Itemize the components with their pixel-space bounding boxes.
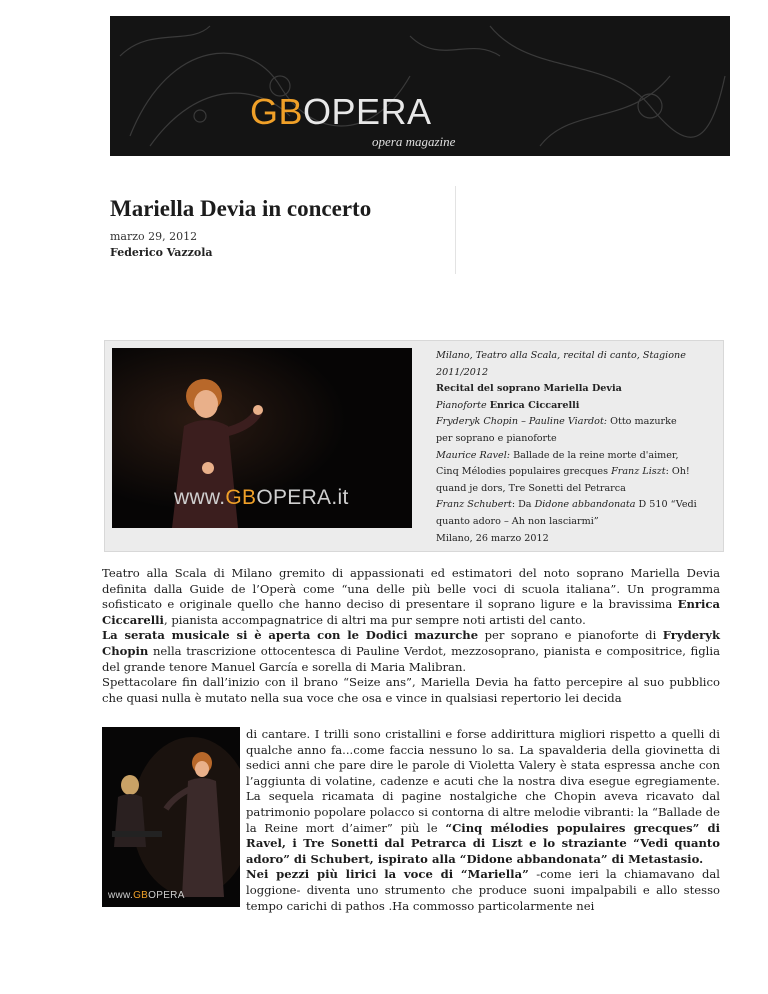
paragraph-2-end: nella trascrizione ottocentesca di Pauline Verdot, mezzosoprano, pianista e compositrice, figlia del grande tenore Manuel García e sorella di Maria Malibran.	[102, 643, 720, 674]
paragraph-1	[102, 566, 720, 628]
stage-figures	[102, 727, 240, 907]
watermark2-opera: OPERA	[148, 890, 185, 901]
watermark-opera: OPERA	[256, 486, 332, 509]
watermark2-www: www.	[108, 890, 134, 901]
credits-line-2: 2011/2012	[436, 366, 489, 378]
credits-work-ravel-2: Cinq Mélodies populaires grecques	[436, 466, 609, 478]
credits-work-schubert-2: D 510 “Vedi	[638, 499, 697, 511]
logo-opera: OPERA	[303, 91, 432, 132]
credits-pianist-name: Enrica Ciccarelli	[489, 399, 580, 411]
paragraph-1-end: , pianista accompagnatrice di altri ma pur sempre noti artisti del canto.	[163, 612, 586, 627]
credits-line-6: per soprano e pianoforte	[436, 432, 557, 444]
credits-composers-1: Fryderyk Chopin – Pauline Viardot:	[436, 416, 608, 428]
credits-line-3: Recital del soprano Mariella Devia	[436, 383, 622, 395]
paragraph-4-text: di cantare. I trilli sono cristallini e forse addirittura migliori rispetto a quelli di qualche anno fa...come faccia nessuno lo sa. La spavalderia della giovinetta di sedici anni che pare dire le parole di Violetta Valery è stata espressa anche con l’aggiunta di volatine, cadenze e acuti che la nostra diva esegue egregiamente. La sequela ricamata di pagine nostalgiche che Chopin aveva ricavato dal patrimonio popolare polacco si contorna di altre melodie vibranti: la “Ballade de la Reine mort d’aimer” più le	[246, 727, 720, 835]
credits-work-1: Otto mazurke	[610, 416, 677, 428]
credits-pianoforte-label: Pianoforte	[436, 399, 487, 411]
paragraph-4	[246, 727, 720, 867]
paragraph-5-text: -come ieri la chiamavano dal loggione- diventa uno strumento che produce suoni impalpabili e allo stesso tempo carichi di pathos .Ha commosso particolarmente nei	[246, 867, 720, 913]
article-body-wrapped	[246, 727, 720, 914]
paragraph-1-text: Teatro alla Scala di Milano gremito di appassionati ed estimatori del noto soprano Mariella Devia definita dalla Guide de l’Operà come “una delle più belle voci di scuola italiana”. Un programma sofisticato e originale quello che hanno deciso di presentare il soprano ligure e la bravissima	[102, 566, 720, 612]
watermark-www: www.	[174, 486, 226, 509]
paragraph-2-text: per soprano e pianoforte di	[478, 628, 663, 643]
header-banner	[110, 16, 730, 156]
paragraph-2	[102, 628, 720, 675]
site-logo[interactable]	[250, 91, 432, 132]
watermark2-gb: GB	[133, 890, 149, 901]
article-title: Mariella Devia in concerto	[110, 196, 372, 221]
credits-line-1: Milano, Teatro alla Scala, recital di canto, Stagione	[436, 350, 686, 361]
credits-work-ravel: Ballade de la reine morte d'aimer,	[513, 449, 679, 461]
photo-watermark	[174, 486, 349, 510]
paragraph-4-bold: “Cinq mélodies populaires grecques” di Ravel, i Tre Sonetti dal Petrarca di Liszt e lo straziante “Vedi quanto adoro” di Schubert, ispirato alla “Didone abbandonata” di Metastasio.	[246, 820, 720, 866]
paragraph-5-bold: Nei pezzi più lirici la voce di “Mariella”	[246, 867, 529, 882]
site-tagline: opera magazine	[372, 134, 456, 149]
article-author[interactable]: Federico Vazzola	[110, 246, 213, 259]
photo2-watermark	[108, 890, 185, 901]
credits-line-12: Milano, 26 marzo 2012	[436, 532, 549, 544]
paragraph-1-bold: Enrica Ciccarelli	[102, 597, 720, 627]
paragraph-2-bold: La serata musicale si è aperta con le Dodici mazurche	[102, 628, 479, 643]
logo-gb: GB	[250, 91, 304, 132]
credits-work-liszt: : Oh!	[665, 466, 690, 478]
recital-credits	[436, 348, 718, 547]
credits-line-9: quand je dors, Tre Sonetti del Petrarca	[436, 482, 626, 494]
article-date: marzo 29, 2012	[110, 230, 198, 243]
credits-composer-liszt: Franz Liszt	[611, 466, 666, 478]
credits-work-didone: Didone abbandonata	[534, 499, 636, 511]
article-body	[102, 566, 720, 706]
watermark-gb: GB	[225, 486, 257, 509]
credits-work-schubert: : Da	[511, 499, 532, 511]
divider	[455, 186, 456, 274]
performer-photo	[112, 348, 412, 528]
watermark-it: .it	[331, 486, 349, 509]
concert-photo	[102, 727, 240, 907]
credits-composer-ravel: Maurice Ravel:	[436, 449, 511, 461]
credits-line-11: quanto adoro – Ah non lasciarmi”	[436, 515, 599, 527]
credits-composer-schubert: Franz Schubert	[436, 499, 512, 511]
paragraph-5	[246, 867, 720, 914]
paragraph-2-bold-2: Fryderyk Chopin	[102, 628, 720, 658]
paragraph-3: Spettacolare fin dall’inizio con il brano “Seize ans”, Mariella Devia ha fatto percepire al suo pubblico che quasi nulla è mutato nella sua voce che osa e vince in qualsiasi repertorio lei decida	[102, 675, 720, 705]
